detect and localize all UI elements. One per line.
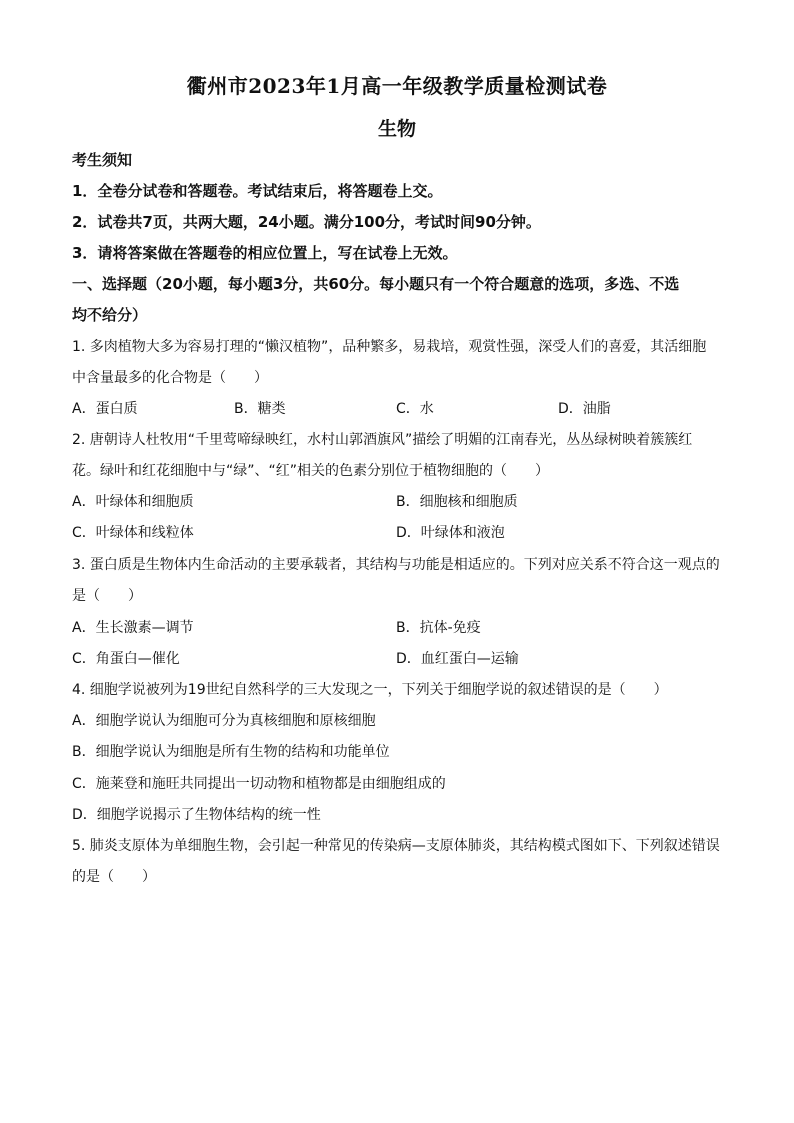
question-4-option-a: A．细胞学说认为细胞可分为真核细胞和原核细胞	[72, 713, 376, 729]
question-1-stem: 1. 多肉植物大多为容易打理的“懒汉植物”，品种繁多，易栽培，观赏性强，深受人们的喜爱，其活细胞	[72, 339, 707, 355]
notice-item: 2．试卷共7页，共两大题，24小题。满分100分，考试时间90分钟。	[72, 213, 541, 231]
question-4-stem: 4. 细胞学说被列为19世纪自然科学的三大发现之一，下列关于细胞学说的叙述错误的是（ ）	[72, 682, 668, 698]
question-4-option-c: C．施莱登和施旺共同提出一切动物和植物都是由细胞组成的	[72, 776, 446, 792]
question-2-option-d: D．叶绿体和液泡	[396, 525, 505, 541]
section-heading-cont: 均不给分）	[72, 306, 148, 324]
question-3-option-c: C．角蛋白—催化	[72, 651, 180, 667]
question-5-stem: 的是（ ）	[72, 869, 156, 885]
notice-heading: 考生须知	[72, 151, 133, 169]
question-3-stem: 是（ ）	[72, 588, 142, 604]
section-heading: 一、选择题（20小题，每小题3分，共60分。每小题只有一个符合题意的选项，多选、不选	[72, 275, 680, 293]
exam-title: 衢州市2023年1月高一年级教学质量检测试卷	[186, 74, 608, 98]
question-3-stem: 3. 蛋白质是生物体内生命活动的主要承载者，其结构与功能是相适应的。下列对应关系不符合这一观点的	[72, 557, 720, 573]
question-4-option-d: D．细胞学说揭示了生物体结构的统一性	[72, 807, 321, 823]
question-3-option-d: D．血红蛋白—运输	[396, 651, 519, 667]
question-5-stem: 5. 肺炎支原体为单细胞生物，会引起一种常见的传染病—支原体肺炎，其结构模式图如下、下列叙述错误	[72, 838, 720, 854]
exam-subject: 生物	[377, 118, 416, 140]
question-1-option-d: D．油脂	[558, 401, 611, 417]
question-1-option-b: B．糖类	[234, 401, 286, 417]
question-2-stem: 花。绿叶和红花细胞中与“绿”、“红”相关的色素分别位于植物细胞的（ ）	[72, 463, 550, 479]
notice-item: 1．全卷分试卷和答题卷。考试结束后，将答题卷上交。	[72, 182, 443, 200]
question-1-stem: 中含量最多的化合物是（ ）	[72, 370, 268, 386]
question-2-option-a: A．叶绿体和细胞质	[72, 494, 194, 510]
question-2-option-b: B．细胞核和细胞质	[396, 494, 518, 510]
notice-item: 3．请将答案做在答题卷的相应位置上，写在试卷上无效。	[72, 244, 458, 262]
question-2-stem: 2. 唐朝诗人杜牧用“千里莺啼绿映红，水村山郭酒旗风”描绘了明媚的江南春光，丛丛绿树映着簇簇红	[72, 432, 693, 448]
question-3-option-b: B．抗体-免疫	[396, 620, 481, 636]
question-2-option-c: C．叶绿体和线粒体	[72, 525, 194, 541]
question-1-option-a: A．蛋白质	[72, 401, 138, 417]
question-4-option-b: B．细胞学说认为细胞是所有生物的结构和功能单位	[72, 744, 390, 760]
question-1-option-c: C．水	[396, 401, 434, 417]
question-3-option-a: A．生长激素—调节	[72, 620, 194, 636]
